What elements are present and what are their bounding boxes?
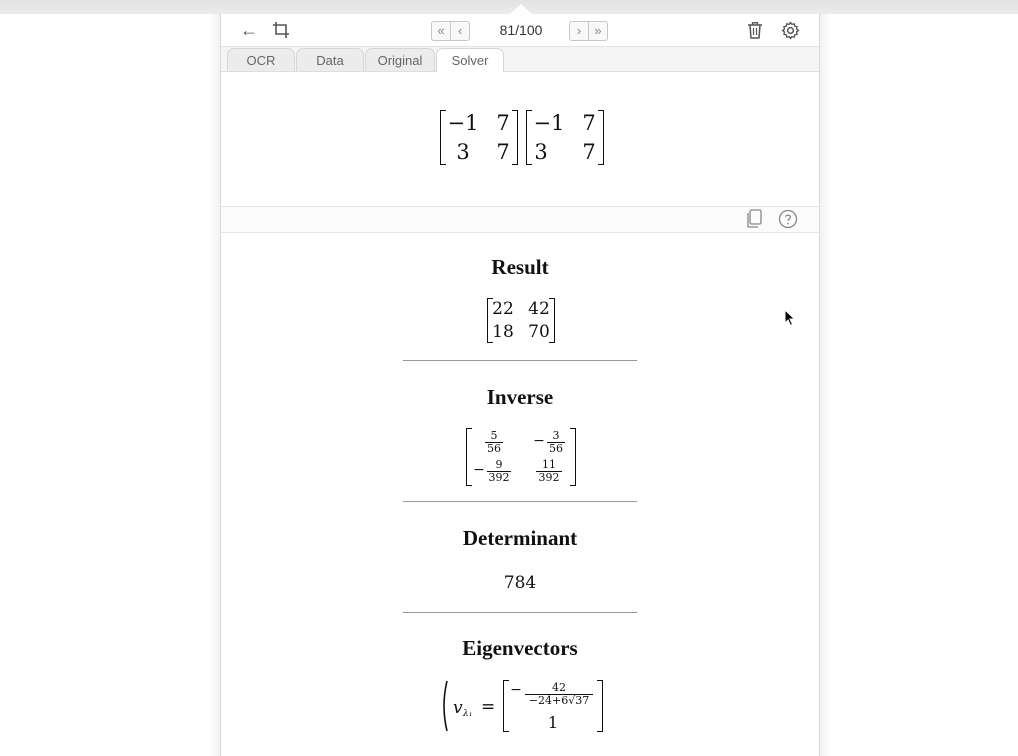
matrix-b-cell: 7	[582, 111, 596, 135]
inverse-title: Inverse	[486, 385, 554, 409]
last-page-button[interactable]: »	[588, 22, 607, 40]
copy-icon[interactable]	[742, 208, 766, 230]
result-cell: 22	[492, 299, 514, 319]
mouse-cursor-icon	[784, 309, 796, 332]
prev-page-button[interactable]: ‹	[450, 22, 469, 40]
input-matrix-a	[440, 110, 518, 165]
trash-icon[interactable]	[743, 19, 767, 41]
eigenvector-sign: −	[510, 682, 522, 698]
action-bar	[221, 207, 819, 232]
result-title: Result	[491, 255, 549, 279]
popover-arrow	[510, 4, 532, 14]
gear-icon[interactable]	[778, 19, 802, 41]
matrix-a-cell: 7	[496, 111, 510, 135]
tab-data[interactable]: Data	[296, 48, 364, 71]
inverse-fraction: $\frac{9}{392}$	[488, 458, 510, 484]
tab-original[interactable]: Original	[365, 48, 435, 71]
input-matrix-b	[526, 110, 604, 165]
matrix-a-cell: 3	[456, 140, 470, 164]
section-divider	[403, 360, 637, 361]
left-shadow	[210, 14, 220, 756]
matrix-b-cell: 7	[582, 140, 596, 164]
next-nav-group	[569, 21, 608, 41]
tab-bar	[221, 46, 819, 72]
right-shadow	[820, 14, 830, 756]
determinant-value: 784	[503, 573, 537, 593]
equals-sign: =	[481, 697, 496, 717]
divider	[221, 232, 819, 233]
section-divider	[403, 501, 637, 502]
page-indicator: 81/100	[499, 22, 543, 38]
inverse-fraction: $\frac{11}{392}$	[536, 459, 562, 484]
matrix-a-cell: 7	[496, 140, 510, 164]
matrix-b-cell: 3	[534, 140, 548, 164]
eigenvector-matrix	[503, 680, 603, 732]
result-cell: 70	[528, 322, 550, 342]
window-top-strip	[0, 0, 1018, 14]
eigenvector-var: v	[453, 698, 463, 718]
eigenvector-fraction: $\frac{42}{-24+6√37}$	[525, 682, 593, 707]
eigenvectors-title: Eigenvectors	[462, 636, 578, 660]
prev-nav-group	[431, 21, 470, 41]
determinant-title: Determinant	[462, 526, 578, 550]
inverse-matrix	[466, 428, 576, 486]
eigenvector-second: 1	[547, 713, 559, 732]
tab-ocr[interactable]: OCR	[227, 48, 295, 71]
eigenvector-expression	[439, 680, 609, 732]
inverse-sign: −	[473, 462, 485, 478]
back-arrow-icon[interactable]: ←	[240, 19, 258, 40]
help-icon[interactable]	[776, 208, 800, 230]
result-cell: 42	[528, 299, 550, 319]
inverse-fraction: $\frac{3}{56}$	[549, 429, 563, 455]
next-page-button[interactable]: ›	[576, 23, 582, 38]
matrix-a-cell: −1	[447, 111, 479, 135]
first-page-button[interactable]: «	[437, 23, 445, 38]
eigenvector-subscript: λ₁	[463, 709, 473, 719]
input-expression	[221, 71, 819, 206]
toolbar	[221, 14, 819, 46]
solver-panel	[220, 14, 820, 756]
matrix-b-cell: −1	[533, 111, 565, 135]
inverse-sign: −	[533, 433, 545, 449]
inverse-fraction: $\frac{5}{56}$	[487, 429, 501, 455]
section-divider	[403, 612, 637, 613]
result-matrix	[487, 298, 555, 343]
tab-solver[interactable]: Solver	[436, 48, 504, 72]
result-cell: 18	[492, 322, 514, 342]
crop-screen-icon[interactable]	[269, 19, 293, 41]
